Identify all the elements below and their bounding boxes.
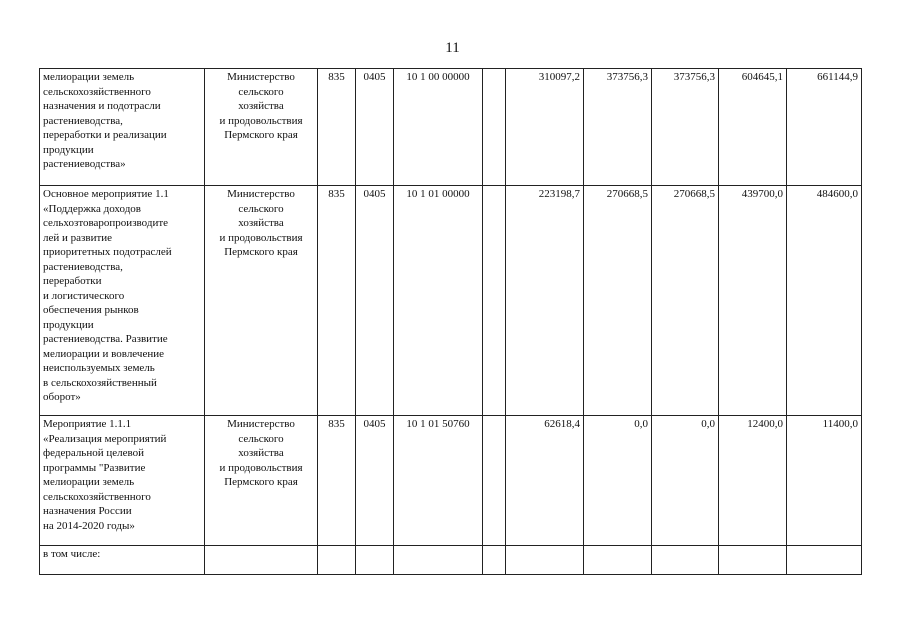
cell-executor <box>205 186 318 416</box>
cell-csr: 10 1 01 00000 <box>394 186 483 416</box>
table-row <box>40 69 862 186</box>
cell-vr <box>483 416 506 546</box>
cell-value-4: 604645,1 <box>719 69 787 186</box>
cell-grbs: 835 <box>318 186 356 416</box>
cell-value-1 <box>506 546 584 575</box>
cell-grbs: 835 <box>318 416 356 546</box>
cell-value-4: 439700,0 <box>719 186 787 416</box>
name-text: Основное мероприятие 1.1 «Поддержка доходов сельхозтоваропроизводите лей и развитие приоритетных подотраслей растениеводства, переработки и логистического обеспечения рынков продукции растениеводства. Развитие мелиорации и вовлечение неиспользуемых земель в сельскохозяйственный оборот» <box>43 188 172 403</box>
cell-vr <box>483 69 506 186</box>
cell-vr <box>483 186 506 416</box>
budget-table <box>39 68 862 575</box>
cell-rzpr: 0405 <box>356 186 394 416</box>
cell-value-4 <box>719 546 787 575</box>
cell-csr <box>394 546 483 575</box>
cell-value-1: 62618,4 <box>506 416 584 546</box>
name-text: в том числе: <box>43 548 101 560</box>
cell-rzpr <box>356 546 394 575</box>
cell-name <box>40 546 205 575</box>
table-row <box>40 186 862 416</box>
cell-csr: 10 1 00 00000 <box>394 69 483 186</box>
cell-value-3: 0,0 <box>652 416 719 546</box>
executor-text: Министерство сельского хозяйства и продовольствия Пермского края <box>219 418 303 488</box>
cell-value-2 <box>584 546 652 575</box>
cell-value-3 <box>652 546 719 575</box>
name-text: мелиорации земель сельскохозяйственного назначения и подотрасли растениеводства, переработки и реализации продукции растениеводства» <box>43 71 167 170</box>
page-number: 11 <box>445 40 460 56</box>
cell-value-1: 310097,2 <box>506 69 584 186</box>
cell-vr <box>483 546 506 575</box>
cell-value-2: 373756,3 <box>584 69 652 186</box>
cell-executor <box>205 416 318 546</box>
cell-value-5: 661144,9 <box>787 69 862 186</box>
cell-name <box>40 416 205 546</box>
cell-value-5: 484600,0 <box>787 186 862 416</box>
cell-value-3: 270668,5 <box>652 186 719 416</box>
cell-name <box>40 69 205 186</box>
cell-value-1: 223198,7 <box>506 186 584 416</box>
cell-csr: 10 1 01 50760 <box>394 416 483 546</box>
cell-value-3: 373756,3 <box>652 69 719 186</box>
cell-executor <box>205 546 318 575</box>
name-text: Мероприятие 1.1.1 «Реализация мероприятий федеральной целевой программы "Развитие мелиорации земель сельскохозяйственного назначения России на 2014-2020 годы» <box>43 418 167 532</box>
cell-rzpr: 0405 <box>356 69 394 186</box>
cell-value-4: 12400,0 <box>719 416 787 546</box>
cell-value-5 <box>787 546 862 575</box>
executor-text: Министерство сельского хозяйства и продовольствия Пермского края <box>219 188 303 258</box>
cell-grbs <box>318 546 356 575</box>
table-row <box>40 546 862 575</box>
table-row <box>40 416 862 546</box>
cell-value-2: 0,0 <box>584 416 652 546</box>
cell-value-5: 11400,0 <box>787 416 862 546</box>
cell-name <box>40 186 205 416</box>
cell-value-2: 270668,5 <box>584 186 652 416</box>
cell-grbs: 835 <box>318 69 356 186</box>
executor-text: Министерство сельского хозяйства и продовольствия Пермского края <box>219 71 303 141</box>
cell-rzpr: 0405 <box>356 416 394 546</box>
cell-executor <box>205 69 318 186</box>
